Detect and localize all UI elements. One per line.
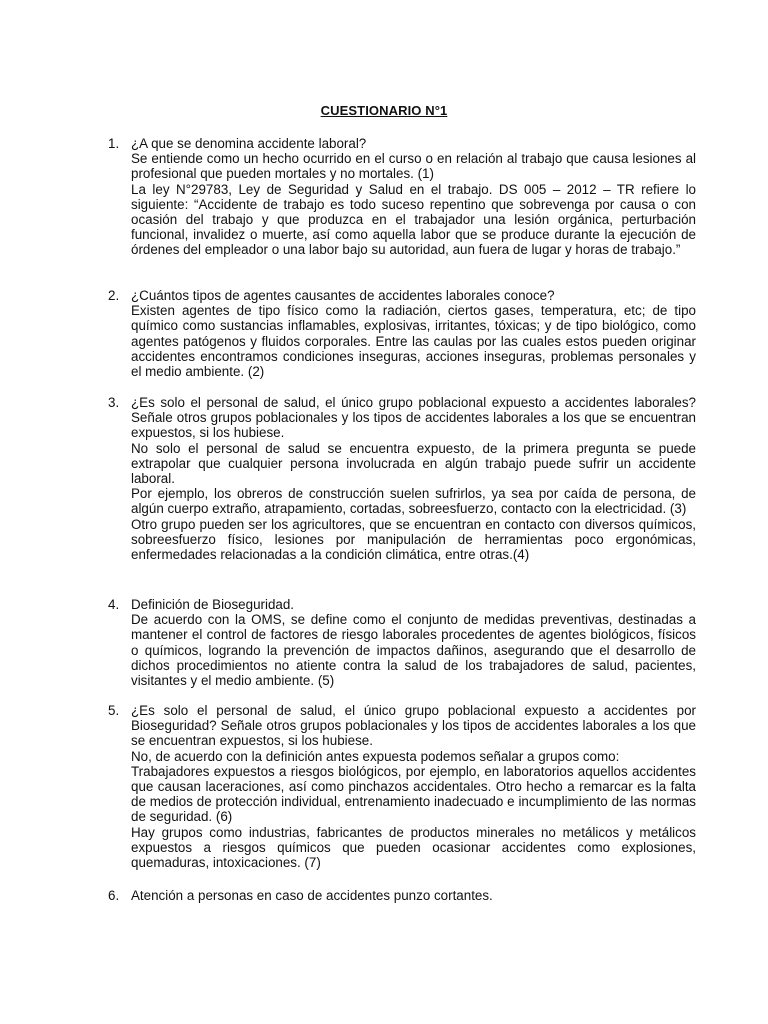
answer-paragraph: No solo el personal de salud se encuentra expuesto, de la primera pregunta se puede extrapolar que cualquier persona involucrada en algún trabajo puede sufrir un accidente laboral. (131, 440, 696, 487)
answer-paragraph: Por ejemplo, los obreros de construcción suelen sufrirlos, ya sea por caída de persona, de algún cuerpo extraño, atrapamiento, cortadas, sobreesfuerzo, contacto con la electricidad. (3) (131, 486, 696, 517)
question-body (131, 136, 696, 258)
question-item (108, 888, 696, 903)
question-item (108, 597, 696, 688)
answer-paragraph: No, de acuerdo con la definición antes expuesta podemos señalar a grupos como: (131, 748, 620, 764)
question-text: ¿Es solo el personal de salud, el único grupo poblacional expuesto a accidentes laborales? Señale otros grupos poblacionales y los tipos de accidentes laborales a los que se encuentran expuestos, si los hubiese. (131, 395, 696, 441)
question-number: 4. (108, 597, 120, 612)
question-number: 6. (108, 888, 120, 903)
question-item (108, 703, 696, 870)
question-number: 5. (108, 703, 120, 718)
question-body (131, 888, 696, 903)
question-item (108, 136, 696, 258)
answer-paragraph: Hay grupos como industrias, fabricantes de productos minerales no metálicos y metálicos expuestos a riesgos químicos que pueden ocasionar accidentes como explosiones, quemaduras, intoxicaciones. (7) (131, 824, 696, 871)
answer-paragraph: De acuerdo con la OMS, se define como el conjunto de medidas preventivas, destinadas a mantener el control de factores de riesgo laborales procedentes de agentes biológicos, físicos o químicos, logrando la prevención de impactos dañinos, asegurando que el desarrollo de dichos procedimientos no atiente contra la salud de los trabajadores de salud, pacientes, visitantes y el medio ambiente. (5) (131, 612, 696, 689)
question-text: Definición de Bioseguridad. (131, 597, 295, 612)
question-body (131, 395, 696, 562)
question-number: 2. (108, 288, 120, 303)
answer-paragraph: Existen agentes de tipo físico como la radiación, ciertos gases, temperatura, etc; de tipo químico como sustancias inflamables, explosivas, irritantes, tóxicas; y de tipo biológico, como agentes patógenos y fluidos corporales. Entre las caulas por las cuales estos pueden originar accidentes encontramos condiciones inseguras, acciones inseguras, problemas personales y el medio ambiente. (2) (131, 303, 696, 380)
question-text: ¿Es solo el personal de salud, el único grupo poblacional expuesto a accidentes por Bioseguridad? Señale otros grupos poblacionales y los tipos de accidentes laborales a los que se encuentran expuestos, si los hubiese. (131, 703, 696, 749)
question-item (108, 288, 696, 379)
document-title: CUESTIONARIO N°1 (320, 103, 448, 118)
question-number: 3. (108, 395, 120, 410)
question-body (131, 597, 696, 688)
question-item (108, 395, 696, 562)
question-body (131, 288, 696, 379)
question-text: Atención a personas en caso de accidentes punzo cortantes. (131, 888, 493, 903)
answer-paragraph: La ley N°29783, Ley de Seguridad y Salud en el trabajo. DS 005 – 2012 – TR refiere lo siguiente: “Accidente de trabajo es todo suceso repentino que sobrevenga por causa o con ocasión del trabajo y que produzca en el trabajador una lesión orgánica, perturbación funcional, invalidez o muerte, así como aquella labor que se produce durante la ejecución de órdenes del empleador o una labor bajo su autoridad, aun fuera de lugar y horas de trabajo.” (131, 181, 696, 258)
question-number: 1. (108, 136, 120, 151)
question-text: ¿Cuántos tipos de agentes causantes de accidentes laborales conoce? (131, 288, 555, 303)
answer-paragraph: Otro grupo pueden ser los agricultores, que se encuentran en contacto con diversos químicos, sobreesfuerzo físico, lesiones por manipulación de herramientas poco ergonómicas, enfermedades relacionadas a la condición climática, entre otras.(4) (131, 516, 696, 563)
answer-paragraph: Se entiende como un hecho ocurrido en el curso o en relación al trabajo que causa lesiones al profesional que pueden mortales y no mortales. (1) (131, 151, 696, 182)
question-body (131, 703, 696, 870)
question-text: ¿A que se denomina accidente laboral? (131, 136, 367, 151)
answer-paragraph: Trabajadores expuestos a riesgos biológicos, por ejemplo, en laboratorios aquellos accidentes que causan laceraciones, así como pinchazos accidentales. Otro hecho a remarcar es la falta de medios de protección individual, entrenamiento inadecuado e incumplimiento de las normas de seguridad. (6) (131, 763, 696, 825)
